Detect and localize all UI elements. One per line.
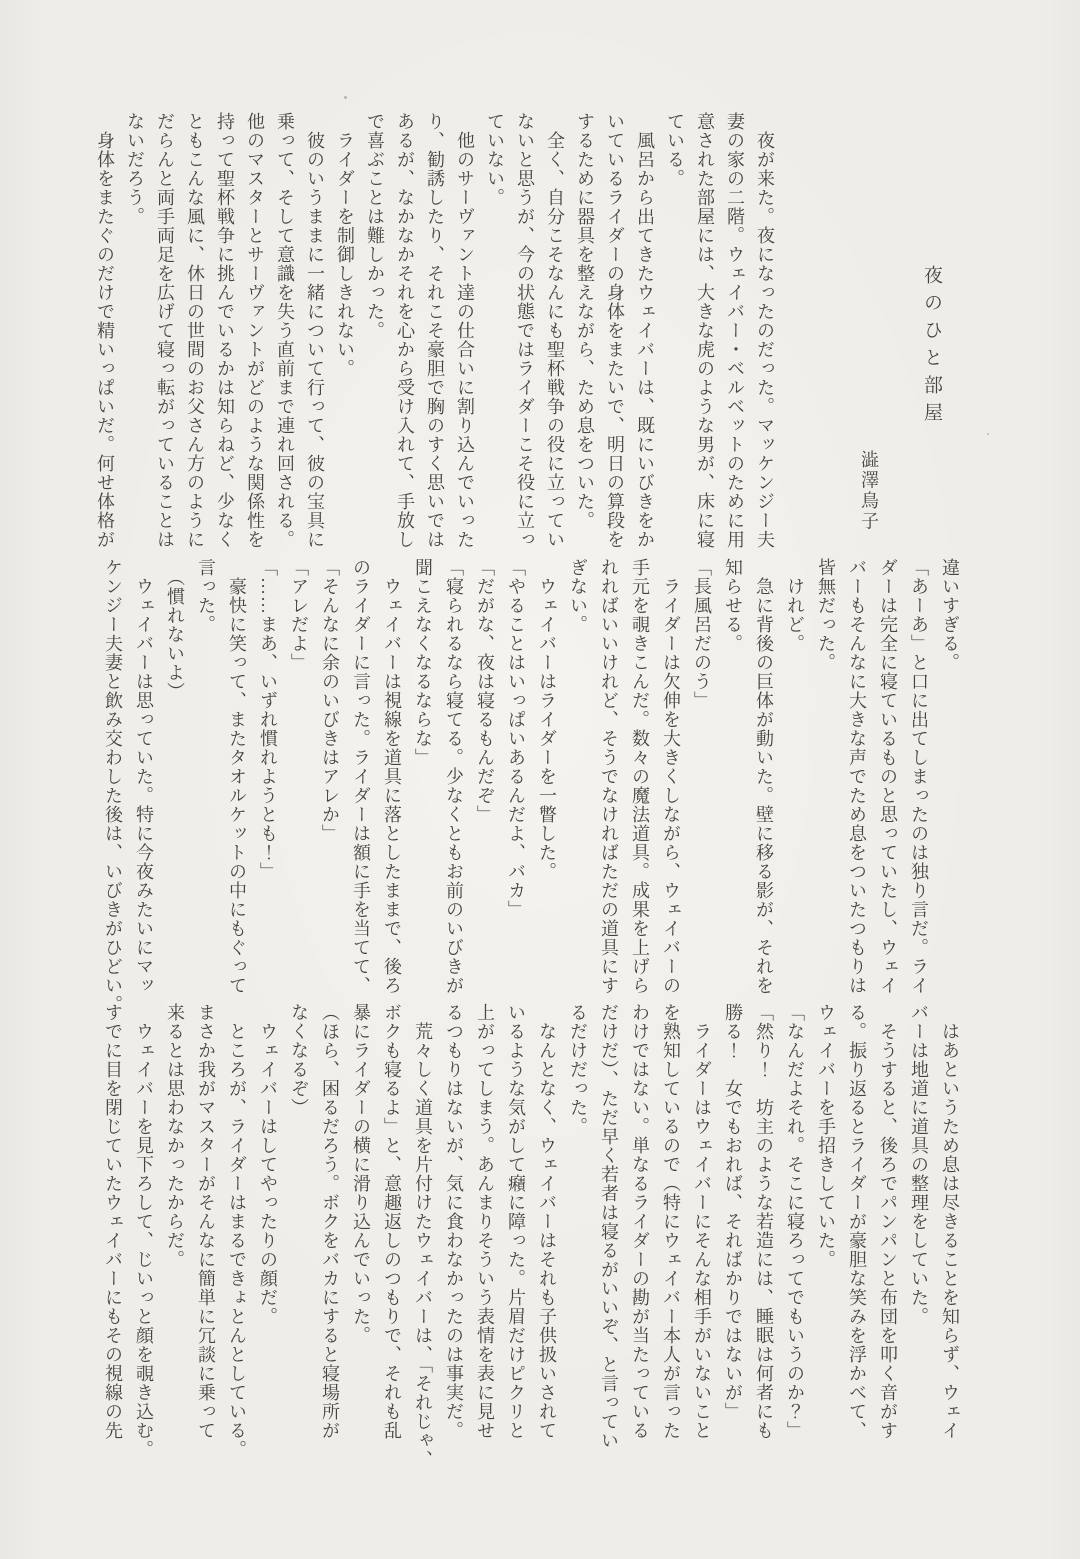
text-column: ウェイバーはライダーを一瞥した。 — [537, 558, 557, 881]
text-column: 「アレだよ」 — [289, 558, 309, 672]
text-column: 皆無だった。 — [816, 558, 836, 672]
text-column: ライダーを制御しきれない。 — [335, 112, 355, 378]
text-column: ケンジー夫妻と飲み交わした後は、いびきがひどい。 — [103, 558, 123, 1014]
text-column: 「やることはいっぱいあるんだよ、バカ」 — [506, 558, 526, 919]
text-column: ぎない。 — [568, 558, 588, 634]
text-column: ともこんな風に、休日の世間のお父さん方のように — [185, 112, 205, 549]
text-column: ウェイバーは思っていた。特に今夜みたいにマッ — [134, 558, 154, 995]
text-column: いるような気がして癪に障った。片眉だけピクリと — [506, 1003, 526, 1440]
text-column: （ほら、困るだろう。ボクをバカにすると寝場所が — [320, 1003, 340, 1440]
text-column: 「寝られるなら寝てる。少なくともお前のいびきが — [444, 558, 464, 995]
text-column: 聞こえなくなるならな」 — [413, 558, 433, 767]
text-column: 他のマスターとサーヴァントがどのような関係性を — [245, 112, 265, 549]
text-column: ていない。 — [485, 112, 505, 207]
text-column: 意された部屋には、大きな虎のような男が、床に寝 — [695, 112, 715, 549]
text-column: 妻の家の二階。ウェイバー・ベルベットのために用 — [725, 112, 745, 549]
text-column: わけではない。単なるライダーの勘が当たっている — [630, 1003, 650, 1440]
text-column: 来るとは思わなかったからだ。 — [165, 1003, 185, 1269]
text-column: バーは地道に道具の整理をしていた。 — [909, 1003, 929, 1326]
text-columns-middle — [97, 558, 965, 1014]
text-column: 違いすぎる。 — [940, 558, 960, 672]
text-column: 彼のいうままに一緒について行って、彼の宝具に — [305, 112, 325, 549]
text-column: ウェイバーは視線を道具に落としたままで、後ろ — [382, 558, 402, 995]
text-column: ボクも寝るよ」と、意趣返しのつもりで、それも乱 — [382, 1003, 402, 1440]
text-column: （慣れないよ） — [165, 558, 185, 701]
text-column: あるが、なかなかそれを心から受け入れて、手放し — [395, 112, 415, 549]
text-section-top — [90, 112, 965, 549]
text-column: ウェイバーはしてやったりの顔だ。 — [258, 1003, 278, 1326]
text-column: 知らせる。 — [723, 558, 743, 653]
text-column: 「なんだよそれ。そこに寝ろってでもいうのか？」 — [785, 1003, 805, 1440]
text-column: 他のサーヴァント達の仕合いに割り込んでいった — [455, 112, 475, 549]
text-column: 「……まあ、いずれ慣れようとも！」 — [258, 558, 278, 881]
author-name: 澁澤鳥子 — [859, 450, 879, 532]
text-column: するために器具を整えながら、ため息をついた。 — [575, 112, 595, 530]
text-column: 「長風呂だのう」 — [692, 558, 712, 710]
text-column: そうすると、後ろでパンパンと布団を叩く音がす — [878, 1003, 898, 1440]
text-column: ところが、ライダーはまるできょとんとしている。 — [227, 1003, 247, 1459]
text-column: だらんと両手両足を広げて寝っ転がっていることは — [155, 112, 175, 549]
text-column: すでに目を閉じていたウェイバーにもその視線の先 — [103, 1003, 123, 1440]
text-column: けれど。 — [785, 558, 805, 653]
text-column: 持って聖杯戦争に挑んでいるかは知らねど、少なく — [215, 112, 235, 549]
text-column: まさか我がマスターがそんなに簡単に冗談に乗って — [196, 1003, 216, 1440]
text-column: なくなるぞ） — [289, 1003, 309, 1117]
text-column: 風呂から出てきたウェイバーは、既にいびきをか — [635, 112, 655, 549]
text-column: ライダーは欠伸を大きくしながら、ウェイバーの — [661, 558, 681, 995]
text-column: 全く、自分こそなんにも聖杯戦争の役に立ってい — [545, 112, 565, 549]
text-column: ないだろう。 — [125, 112, 145, 226]
text-column: 「然り！ 坊主のような若造には、睡眠は何者にも — [754, 1003, 774, 1440]
text-column: はあというため息は尽きることを知らず、ウェイ — [940, 1003, 960, 1440]
text-column: なんとなく、ウェイバーはそれも子供扱いされて — [537, 1003, 557, 1440]
text-column: を熟知しているので（特にウェイバー本人が言った — [661, 1003, 681, 1440]
text-column: 上がってしまう。あんまりそういう表情を表に見せ — [475, 1003, 495, 1440]
text-column: のライダーに言った。ライダーは額に手を当てて、 — [351, 558, 371, 995]
text-column: れればいいけれど、そうでなければただの道具にす — [599, 558, 619, 995]
text-column: 暴にライダーの横に滑り込んでいった。 — [351, 1003, 371, 1345]
text-columns-top — [90, 112, 780, 549]
text-column: 勝る！ 女でもおれば、そればかりではないが」 — [723, 1003, 743, 1421]
text-column: ないと思うが、今の状態ではライダーこそ役に立っ — [515, 112, 535, 549]
text-section-bottom — [97, 1003, 965, 1469]
text-column: るつもりはないが、気に食わなかったのは事実だ。 — [444, 1003, 464, 1440]
text-section-middle — [97, 558, 965, 1014]
text-column: 荒々しく道具を片付けたウェイバーは、「それじゃ、 — [413, 1003, 433, 1469]
text-column: り、勧誘したり、それこそ豪胆で胸のすく思いでは — [425, 112, 445, 549]
text-column: 乗って、そして意識を失う直前まで連れ回される。 — [275, 112, 295, 549]
text-column: る。振り返るとライダーが豪胆な笑みを浮かべて、 — [847, 1003, 867, 1440]
text-column: 急に背後の巨体が動いた。壁に移る影が、それを — [754, 558, 774, 995]
text-column: バーもそんなに大きな声でため息をついたつもりは — [847, 558, 867, 995]
page-title: 夜のひと部屋 — [921, 265, 942, 430]
text-column: 夜が来た。夜になったのだった。マッケンジー夫 — [755, 112, 775, 549]
text-column: ウェイバーを見下ろして、じいっと顔を覗き込む。 — [134, 1003, 154, 1459]
text-column: 「あーあ」と口に出てしまったのは独り言だ。ライ — [909, 558, 929, 995]
paper-speck — [344, 96, 347, 99]
text-column: 「そんなに余のいびきはアレか」 — [320, 558, 340, 843]
text-column: ている。 — [665, 112, 685, 188]
text-column: 言った。 — [196, 558, 216, 634]
text-column: だけだ）、ただ早く若者は寝るがいいぞ、と言ってい — [599, 1003, 619, 1450]
text-column: 豪快に笑って、またタオルケットの中にもぐって — [227, 558, 247, 995]
text-column: で喜ぶことは難しかった。 — [365, 112, 385, 340]
text-column: 手元を覗きこんだ。数々の魔法道具。成果を上げら — [630, 558, 650, 995]
text-column: ライダーはウェイバーにそんな相手がいないこと — [692, 1003, 712, 1440]
text-column: ウェイバーを手招きしていた。 — [816, 1003, 836, 1269]
text-column: 身体をまたぐのだけで精いっぱいだ。何せ体格が — [95, 112, 115, 549]
text-column: 「だがな、夜は寝るもんだぞ」 — [475, 558, 495, 824]
text-columns-bottom — [97, 1003, 965, 1469]
text-column: るだけだった。 — [568, 1003, 588, 1136]
paper-speck — [987, 433, 989, 435]
text-column: いているライダーの身体をまたいで、明日の算段を — [605, 112, 625, 549]
text-column: ダーは完全に寝ているものと思っていたし、ウェイ — [878, 558, 898, 995]
